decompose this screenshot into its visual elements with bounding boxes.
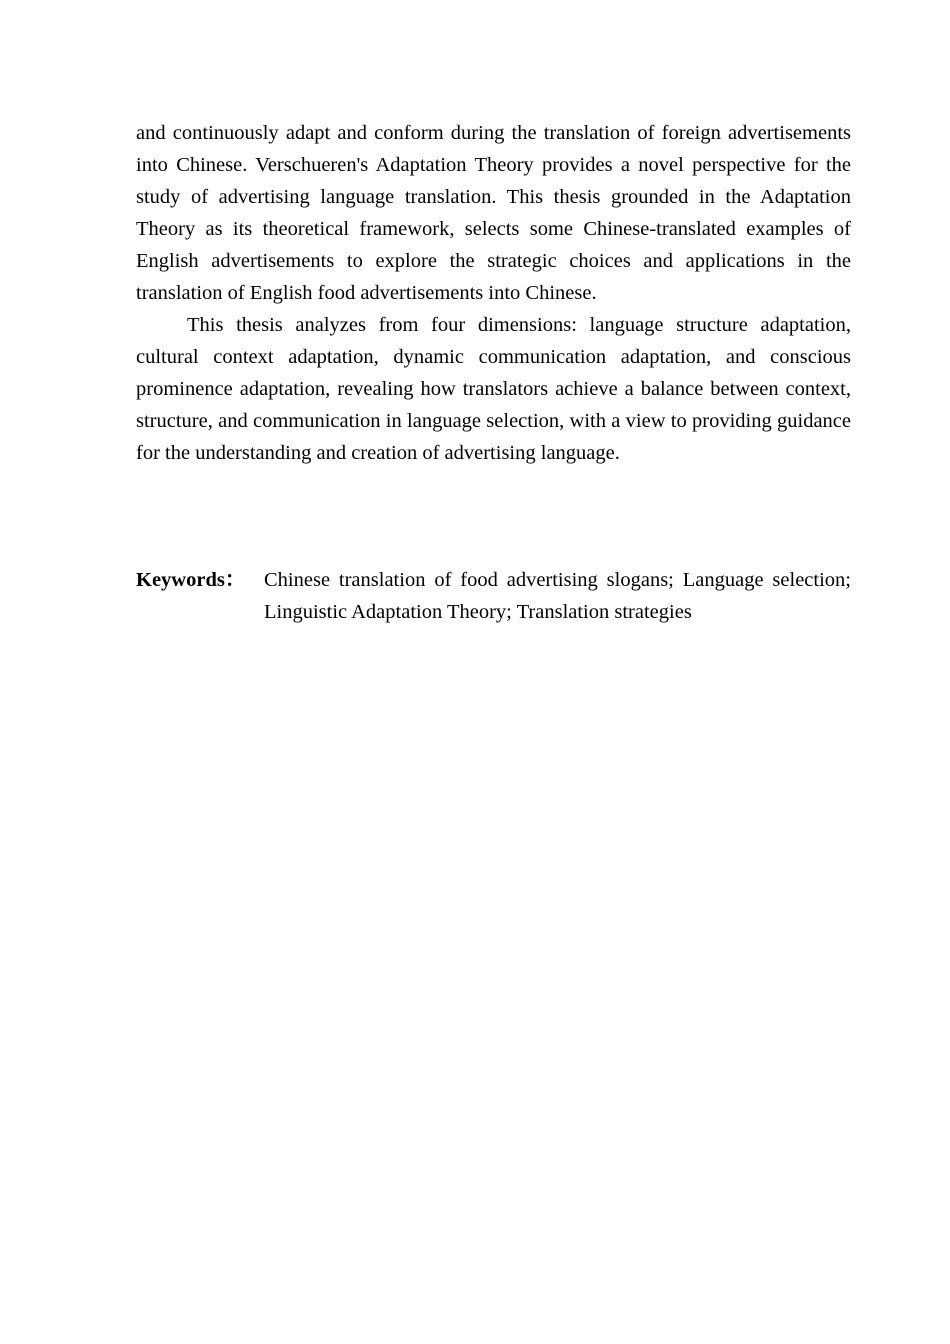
keywords-label: Keywords：	[136, 569, 246, 591]
abstract-paragraph-2: This thesis analyzes from four dimensions: language structure adaptation, cultural context adaptation, dynamic communication adaptation, and conscious prominence adaptation, revealing how translators achieve a balance between context, structure, and communication in language selection, with a view to providing guidance for the understanding and creation of advertising language.	[136, 314, 851, 464]
abstract-paragraph-1: and continuously adapt and conform during the translation of foreign advertisements into Chinese. Verschueren's Adaptation Theory provides a novel perspective for the study of advertising language translation. This thesis grounded in the Adaptation Theory as its theoretical framework, selects some Chinese-translated examples of English advertisements to explore the strategic choices and applications in the translation of English food advertisements into Chinese.	[136, 122, 851, 304]
keywords-section	[136, 564, 851, 628]
abstract-body	[136, 117, 851, 469]
keywords-text: Chinese translation of food advertising slogans; Language selection; Linguistic Adaptation Theory; Translation strategies	[264, 569, 851, 623]
